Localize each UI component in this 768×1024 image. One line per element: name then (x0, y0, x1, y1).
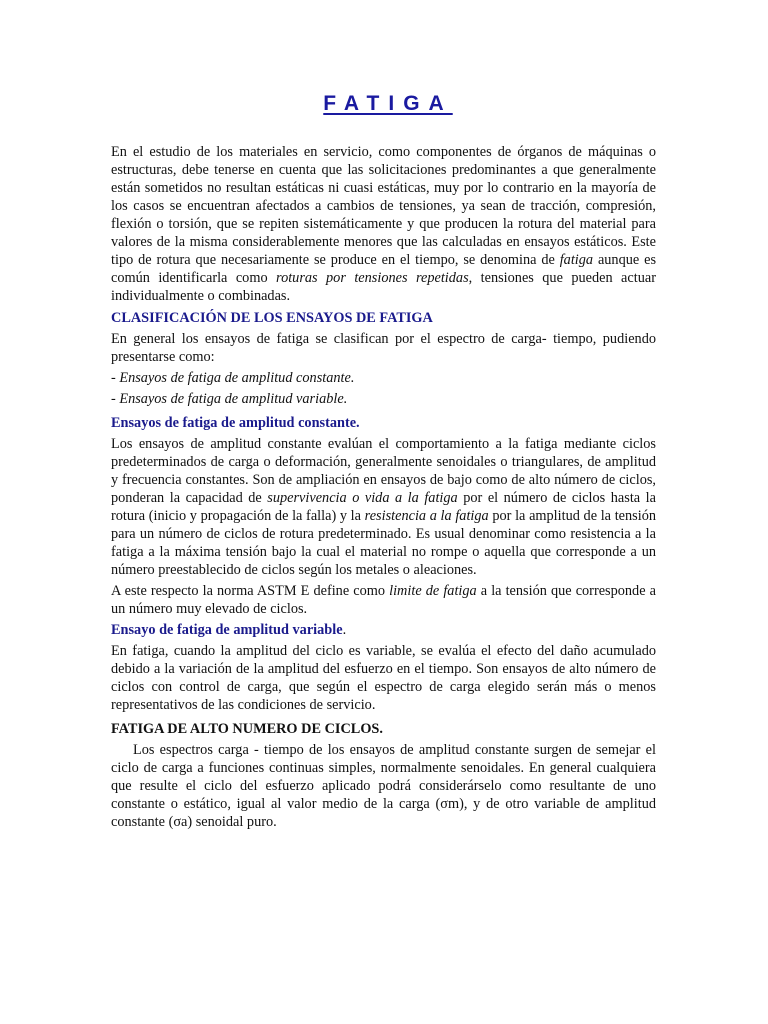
list-dash: - (111, 370, 120, 386)
list-item-label: Ensayos de fatiga de amplitud variable. (119, 391, 348, 407)
intro-paragraph (111, 143, 656, 305)
variable-paragraph: En fatiga, cuando la amplitud del ciclo es variable, se evalúa el efecto del daño acumulado debido a la variación de la amplitud del esfuerzo en el tiempo. Son ensayos de alto número de ciclos con control de carga, que según el espectro de carga elegido serán más o menos representativos de las condiciones de servicio. (111, 643, 656, 713)
constante-italic-supervivencia: supervivencia o vida a la fatiga (267, 490, 458, 506)
constante-text: por el número de ciclos hasta la rotura (inicio y propagación de la falla) y la (111, 490, 656, 524)
intro-text: aunque es común identificarla como (111, 252, 657, 286)
constante-paragraph (111, 435, 656, 579)
constante-text: Los ensayos de amplitud constante evalúan el comportamiento a la fatiga mediante ciclos predeterminados de carga o deformación, generalmente senoidales o triangulares, de amplitud y frecuencia constantes. Son de ampliación en ensayos de bajo como de alto número de ciclos, ponderan la capacidad de (111, 436, 656, 506)
list-item (111, 369, 656, 387)
astm-text: a la tensión que corresponde a un número muy elevado de ciclos. (111, 583, 656, 617)
section-heading-alto-numero: FATIGA DE ALTO NUMERO DE CICLOS. (111, 721, 383, 737)
intro-text: , tensiones que pueden actuar individualmente o combinadas. (111, 270, 656, 304)
variable-heading-dot: . (342, 622, 347, 638)
document-body (111, 92, 657, 831)
section-heading-variable (111, 621, 656, 639)
constante-italic-resistencia: resistencia a la fatiga (364, 508, 489, 524)
alto-numero-paragraph: Los espectros carga - tiempo de los ensayos de amplitud constante surgen de semejar el ciclo de carga a funciones continuas simples, normalmente senoidales. En general cualquiera que resulte el ciclo del esfuerzo aplicado podrá considerárselo como resultante de uno constante o estático, igual al valor medio de la carga (σm), y de otro variable de amplitud constante (σa) senoidal puro. (111, 742, 656, 830)
clasificacion-list (111, 369, 656, 408)
clasificacion-paragraph: En general los ensayos de fatiga se clasifican por el espectro de carga- tiempo, pudiendo presentarse como: (111, 331, 656, 365)
section-heading-constante: Ensayos de fatiga de amplitud constante. (111, 415, 360, 431)
intro-text: En el estudio de los materiales en servicio, como componentes de órganos de máquinas o estructuras, debe tenerse en cuenta que las solicitaciones predominantes a que generalmente están sometidos no resultan estáticas ni cuasi estáticas, muy por lo contrario en la mayoría de los casos se encuentran afectados a cambios de tensiones, ya sean de tracción, compresión, flexión o torsión, que se repiten sistemáticamente y que producen la rotura del material para valores de la misma considerablemente menores que las calculadas en ensayos estáticos. Este tipo de rotura que necesariamente se produce en el tiempo, se denomina de (111, 144, 656, 268)
title-text: FATIGA (323, 92, 453, 115)
list-item (111, 390, 656, 408)
constante-text: por la amplitud de la tensión para un número de ciclos de rotura predeterminado. Es usual denominar como resistencia a la fatiga a la máxima tensión bajo la cual el material no rompe o aquella que corresponde a un número preestablecido de ciclos según los metales o aleaciones. (111, 508, 656, 578)
intro-italic-roturas: roturas por tensiones repetidas (276, 270, 469, 286)
astm-italic-limite: limite de fatiga (389, 583, 477, 599)
list-item-label: Ensayos de fatiga de amplitud constante. (119, 370, 355, 386)
astm-paragraph (111, 582, 656, 618)
list-dash: - (111, 391, 120, 407)
variable-heading-text: Ensayo de fatiga de amplitud variable (111, 622, 343, 638)
page-title (111, 92, 656, 115)
intro-italic-fatiga: fatiga (559, 252, 594, 268)
section-heading-clasificacion: CLASIFICACIÓN DE LOS ENSAYOS DE FATIGA (111, 310, 433, 326)
astm-text: A este respecto la norma ASTM E define como (111, 583, 390, 599)
